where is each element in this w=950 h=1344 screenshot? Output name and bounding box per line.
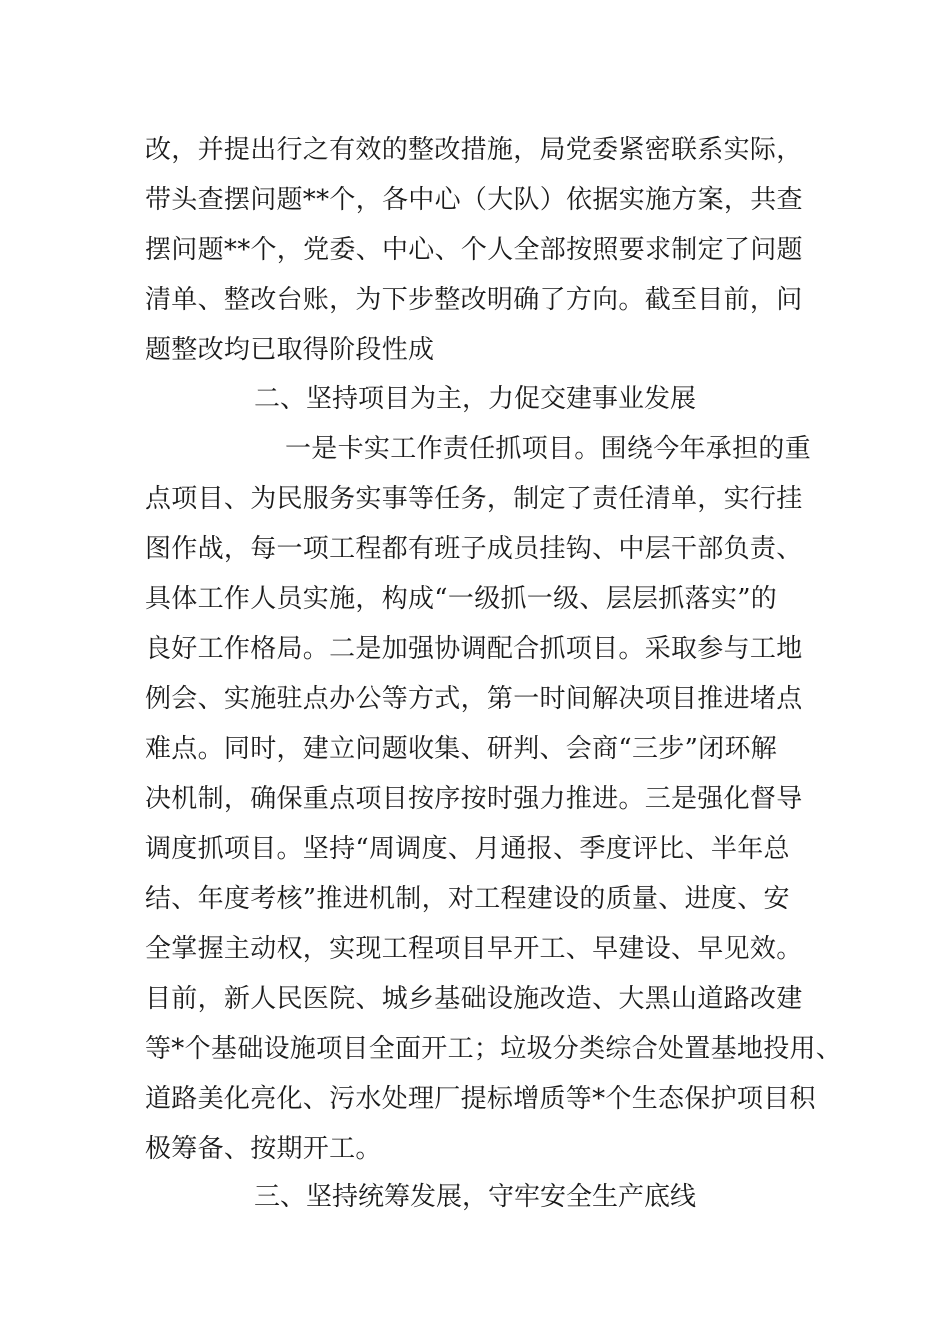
section-heading-3: 三、坚持统筹发展，守牢安全生产底线 (253, 1182, 696, 1212)
paragraph-line: 全掌握主动权，实现工程项目早开工、早建设、早见效。 (145, 934, 803, 964)
paragraph-line: 具体工作人员实施，构成“一级抓一级、层层抓落实”的 (145, 584, 778, 614)
paragraph-line: 例会、实施驻点办公等方式，第一时间解决项目推进堵点 (145, 684, 803, 714)
paragraph-line: 极筹备、按期开工。 (145, 1134, 382, 1164)
paragraph-line: 改，并提出行之有效的整改措施，局党委紧密联系实际， (145, 135, 803, 165)
paragraph-line: 难点。同时，建立问题收集、研判、会商“三步”闭环解 (145, 734, 778, 764)
paragraph-line: 清单、整改台账，为下步整改明确了方向。截至目前，问 (145, 285, 803, 315)
section-heading-2: 二、坚持项目为主，力促交建事业发展 (253, 384, 696, 414)
paragraph-line: 摆问题**个，党委、中心、个人全部按照要求制定了问题 (145, 235, 803, 265)
paragraph-line: 题整改均已取得阶段性成 (145, 335, 435, 365)
paragraph-line: 良好工作格局。二是加强协调配合抓项目。采取参与工地 (145, 634, 803, 664)
paragraph-line: 一是卡实工作责任抓项目。围绕今年承担的重 (285, 434, 812, 464)
paragraph-line: 图作战，每一项工程都有班子成员挂钩、中层干部负责、 (145, 534, 803, 564)
paragraph-line: 调度抓项目。坚持“周调度、月通报、季度评比、半年总 (145, 834, 790, 864)
paragraph-line: 道路美化亮化、污水处理厂提标增质等*个生态保护项目积 (145, 1084, 816, 1114)
paragraph-line: 结、年度考核”推进机制，对工程建设的质量、进度、安 (145, 884, 790, 914)
paragraph-line: 等*个基础设施项目全面开工；垃圾分类综合处置基地投用、 (145, 1034, 843, 1064)
paragraph-line: 带头查摆问题**个，各中心（大队）依据实施方案，共查 (145, 185, 803, 215)
paragraph-line: 决机制，确保重点项目按序按时强力推进。三是强化督导 (145, 784, 803, 814)
paragraph-line: 点项目、为民服务实事等任务，制定了责任清单，实行挂 (145, 484, 803, 514)
paragraph-line: 目前，新人民医院、城乡基础设施改造、大黑山道路改建 (145, 984, 803, 1014)
